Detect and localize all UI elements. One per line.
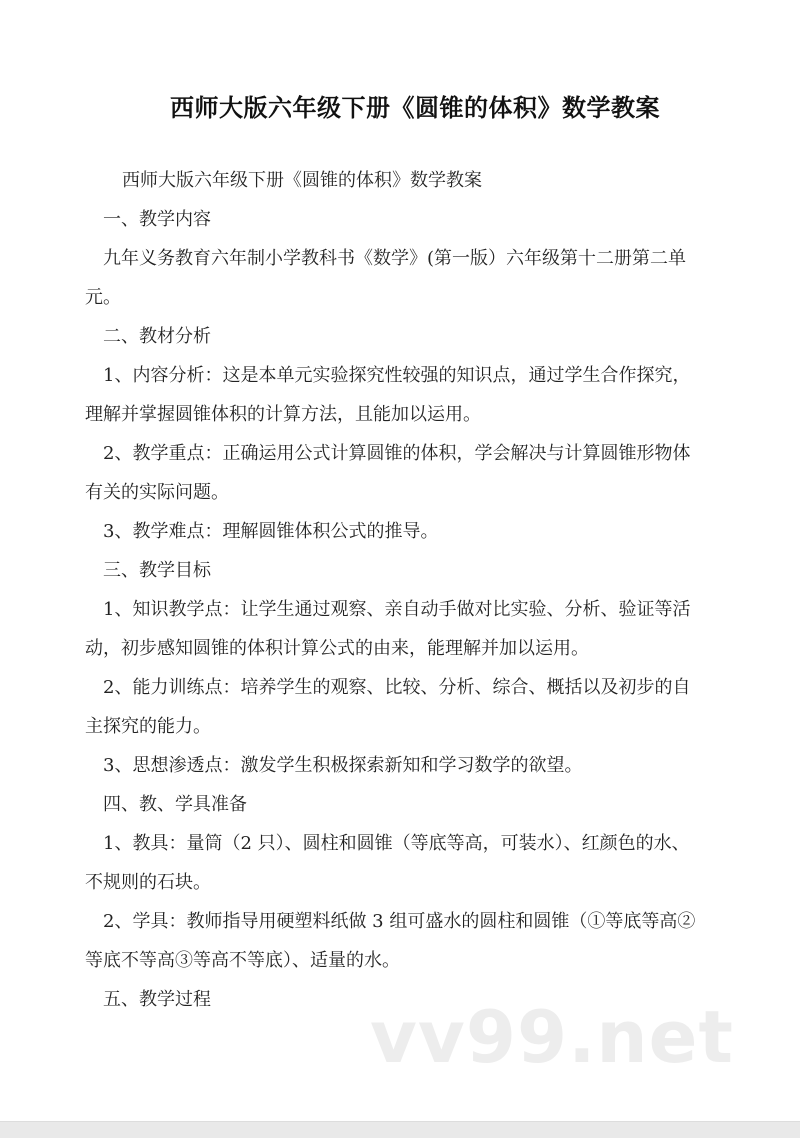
text-line: 1、内容分析：这是本单元实验探究性较强的知识点，通过学生合作探究，: [103, 365, 691, 386]
text-line: 理解并掌握圆锥体积的计算方法，且能加以运用。: [85, 404, 481, 425]
text-line: 有关的实际问题。: [85, 482, 229, 503]
text-line: 一、教学内容: [103, 209, 211, 230]
text-line: 五、教学过程: [103, 989, 211, 1010]
text-line: 西师大版六年级下册《圆锥的体积》数学教案: [122, 170, 482, 191]
text-line: 3、思想渗透点：激发学生积极探索新知和学习数学的欲望。: [103, 755, 583, 776]
text-line: 3、教学难点：理解圆锥体积公式的推导。: [103, 521, 439, 542]
text-line: 主探究的能力。: [85, 716, 211, 737]
text-line: 2、学具：教师指导用硬塑料纸做 3 组可盛水的圆柱和圆锥（①等底等高②: [103, 911, 696, 932]
text-line: 不规则的石块。: [85, 872, 211, 893]
text-line: 等底不等高③等高不等底）、适量的水。: [85, 950, 400, 971]
watermark: vv99.net: [370, 995, 734, 1079]
document-body: [85, 165, 710, 1023]
text-line: 三、教学目标: [103, 560, 211, 581]
text-line: 动，初步感知圆锥的体积计算公式的由来，能理解并加以运用。: [85, 638, 589, 659]
text-line: 1、教具：量筒（2 只）、圆柱和圆锥（等底等高，可装水）、红颜色的水、: [103, 833, 690, 854]
text-line: 1、知识教学点：让学生通过观察、亲自动手做对比实验、分析、验证等活: [103, 599, 691, 620]
document-title: 西师大版六年级下册《圆锥的体积》数学教案: [170, 94, 660, 122]
text-line: 二、教材分析: [103, 326, 211, 347]
text-line: 2、教学重点：正确运用公式计算圆锥的体积，学会解决与计算圆锥形物体: [103, 443, 691, 464]
text-line: 2、能力训练点：培养学生的观察、比较、分析、综合、概括以及初步的自: [103, 677, 691, 698]
text-line: 四、教、学具准备: [103, 794, 247, 815]
text-line: 元。: [85, 287, 121, 308]
page-bottom-edge: [0, 1121, 800, 1138]
text-line: 九年义务教育六年制小学教科书《数学》(第一版）六年级第十二册第二单: [103, 248, 687, 269]
